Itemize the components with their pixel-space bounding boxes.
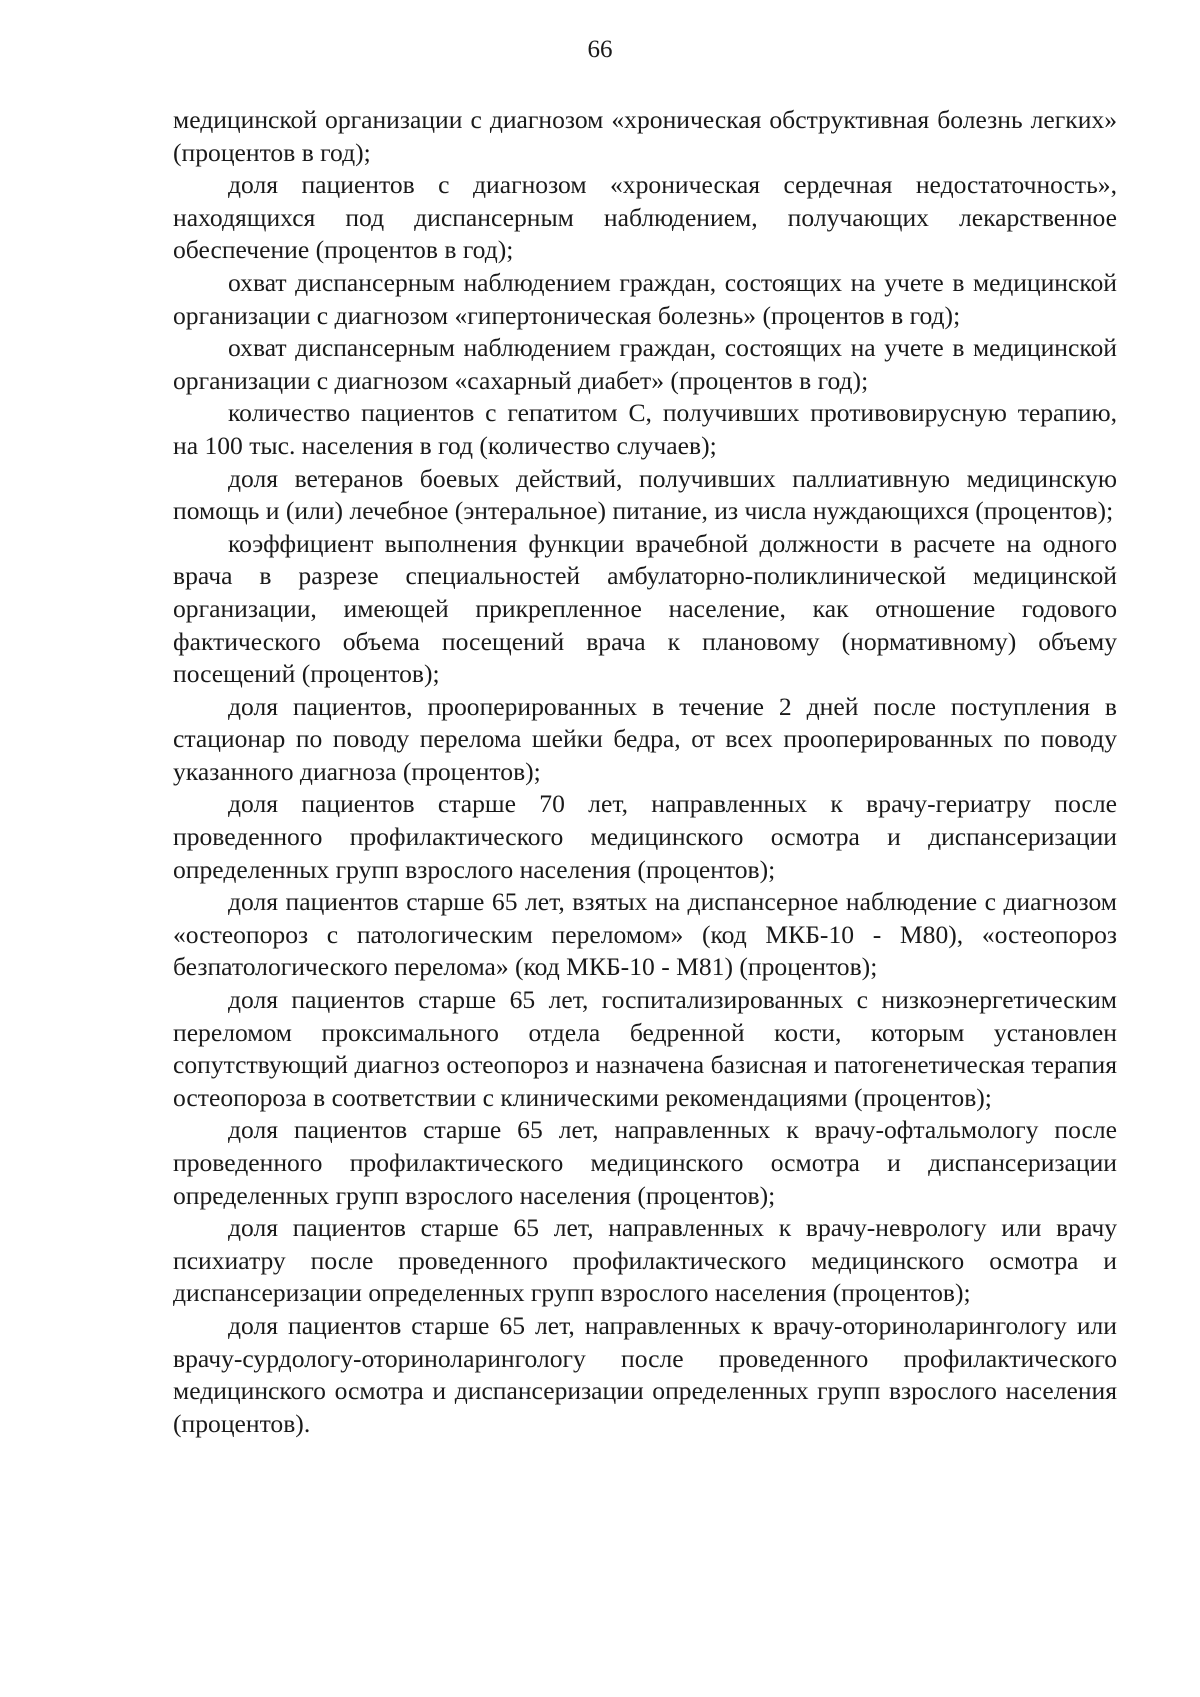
page-number: 66 [587, 36, 613, 63]
document-body [173, 104, 1117, 1440]
paragraph-hypertension: охват диспансерным наблюдением граждан, состоящих на учете в медицинской организации с диагнозом «гипертоническая болезнь» (процентов в год); [173, 267, 1117, 330]
paragraph-physician-function: коэффициент выполнения функции врачебной должности в расчете на одного врача в разрезе специальностей амбулаторно-поликлинической медицинской организации, имеющей прикрепленное население, как отношение годового фактического объема посещений врача к плановому (нормативному) объему посещений (процентов); [173, 528, 1117, 689]
paragraph-osteoporosis-therapy: доля пациентов старше 65 лет, госпитализированных с низкоэнергетическим переломом проксимального отдела бедренной кости, которым установлен сопутствующий диагноз остеопороз и назначена базисная и патогенетическая терапия остеопороза в соответствии с клиническими рекомендациями (процентов); [173, 985, 1117, 1112]
paragraph-osteoporosis-followup: доля пациентов старше 65 лет, взятых на диспансерное наблюдение с диагнозом «остеопороз с патологическим переломом» (код МКБ-10 - М80), «остеопороз безпатологического перелома» (код МКБ-10 - М81) (процентов); [173, 887, 1117, 982]
paragraph-diabetes: охват диспансерным наблюдением граждан, состоящих на учете в медицинской организации с диагнозом «сахарный диабет» (процентов в год); [173, 333, 1117, 395]
paragraph-neurologist: доля пациентов старше 65 лет, направленных к врачу-неврологу или врачу психиатру после проведенного профилактического медицинского осмотра и диспансеризации определенных групп взрослого населения (процентов); [173, 1213, 1117, 1308]
paragraph-ophthalmologist: доля пациентов старше 65 лет, направленных к врачу-офтальмологу после проведенного профилактического медицинского осмотра и диспансеризации определенных групп взрослого населения (процентов); [173, 1115, 1117, 1210]
paragraph-copd-continuation: медицинской организации с диагнозом «хроническая обструктивная болезнь легких» (процентов в год); [173, 105, 1117, 167]
paragraph-heart-failure: доля пациентов с диагнозом «хроническая сердечная недостаточность», находящихся под диспансерным наблюдением, получающих лекарственное обеспечение (процентов в год); [173, 170, 1117, 265]
paragraph-veterans-palliative: доля ветеранов боевых действий, получивших паллиативную медицинскую помощь и (или) лечебное (энтеральное) питание, из числа нуждающихся (процентов); [173, 463, 1117, 526]
paragraph-hepatitis-c: количество пациентов с гепатитом С, получивших противовирусную терапию, на 100 тыс. населения в год (количество случаев); [173, 398, 1117, 460]
paragraph-geriatrician: доля пациентов старше 70 лет, направленных к врачу-гериатру после проведенного профилактического медицинского осмотра и диспансеризации определенных групп взрослого населения (процентов); [173, 789, 1117, 884]
paragraph-hip-fracture-surgery: доля пациентов, прооперированных в течение 2 дней после поступления в стационар по поводу перелома шейки бедра, от всех прооперированных по поводу указанного диагноза (процентов); [173, 691, 1117, 786]
paragraph-otorhinolaryngologist: доля пациентов старше 65 лет, направленных к врачу-оториноларингологу или врачу-сурдологу-оториноларингологу после проведенного профилактического медицинского осмотра и диспансеризации определенных групп взрослого населения (процентов). [173, 1310, 1117, 1438]
